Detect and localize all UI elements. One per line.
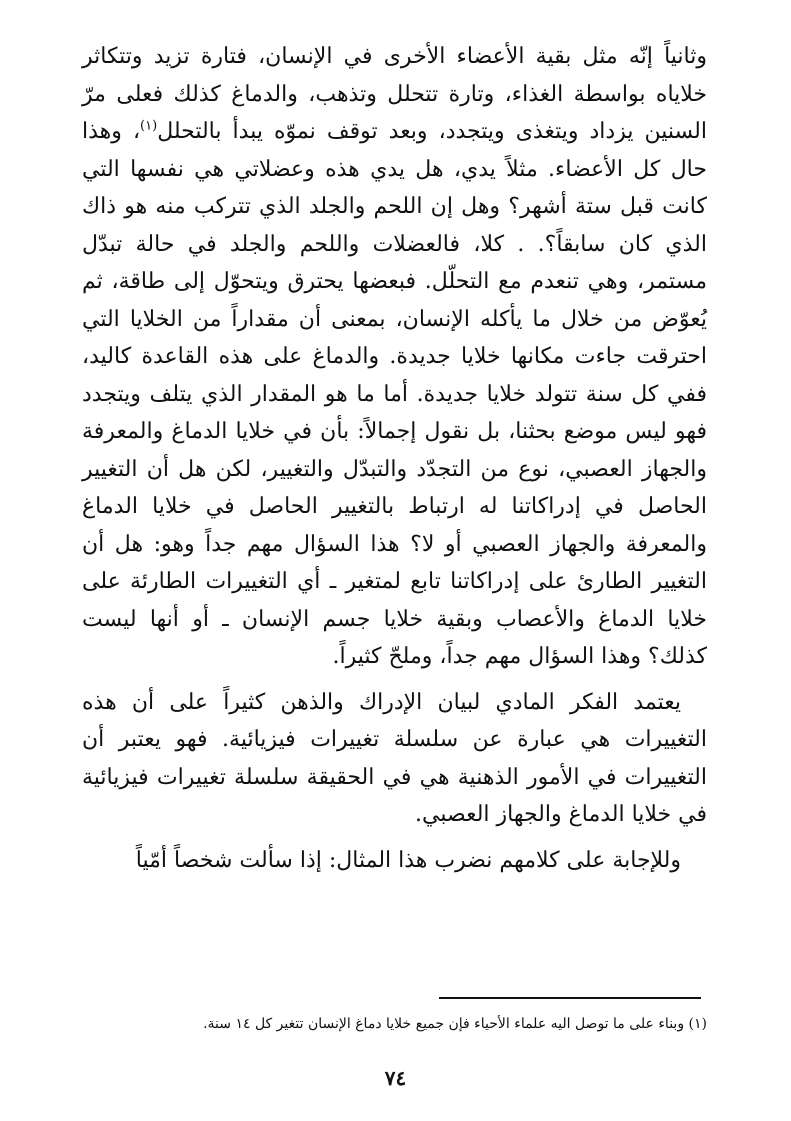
paragraph-1-text-after-ref: ، وهذا حال كل الأعضاء. مثلاً يدي، هل يدي هذه وعضلاتي هي نفسها التي كانت قبل ستة أشهر؟ وهل إن اللحم والجلد الذي تتركب منه هو ذاك الذي كان سابقاً؟. . كلا، فالعضلات واللحم والجلد في حالة تبدّل مستمر، وهي تنعدم مع التحلّل. فبعضها يحترق ويتحوّل إلى طاقة، ثم يُعوّض من خلال ما يأكله الإنسان، بمعنى أن مقداراً من الخلايا التي احترقت جاءت مكانها خلايا جديدة. والدماغ على هذه القاعدة كاليد، ففي كل سنة تتولد خلايا جديدة. أما ما هو المقدار الذي يتلف ويتجدد فهو ليس موضع بحثنا، بل نقول إجمالاً: بأن في خلايا الدماغ والمعرفة والجهاز العصبي، نوع من التجدّد والتبدّل والتغيير، لكن هل أن التغيير الحاصل في إدراكاتنا له ارتباط بالتغيير الحاصل في خلايا الدماغ والمعرفة والجهاز العصبي أو لا؟ هذا السؤال مهم جداً وهو: هل أن التغيير الطارئ على إدراكاتنا تابع لمتغير ـ أي التغييرات الطارئة على خلايا الدماغ والأعصاب وبقية خلايا جسم الإنسان ـ أو أنها ليست كذلك؟ وهذا السؤال مهم جداً، وملحّ كثيراً. <box>82 119 708 669</box>
footnote-marker: (١) <box>688 1016 707 1032</box>
footnote-text: وبناء على ما توصل اليه علماء الأحياء فإن جميع خلايا دماغ الإنسان تتغير كل ١٤ سنة. <box>203 1016 685 1032</box>
page-number: ٧٤ <box>384 1066 407 1090</box>
paragraph-2: يعتمد الفكر المادي لبيان الإدراك والذهن كثيراً على أن هذه التغييرات هي عبارة عن سلسلة تغييرات فيزيائية. فهو يعتبر أن التغييرات في الأمور الذهنية هي في الحقيقة سلسلة تغييرات فيزيائية في خلايا الدماغ والجهاز العصبي. <box>82 689 707 827</box>
footnote-reference-marker[interactable]: (١) <box>140 118 158 134</box>
footnote <box>82 1013 707 1035</box>
paragraph-3: وللإجابة على كلامهم نضرب هذا المثال: إذا سألت شخصاً أمّياً <box>135 847 681 873</box>
main-text <box>82 38 707 879</box>
paragraph-1 <box>82 38 707 676</box>
paragraph-1-text-before-ref: وثانياً إنّه مثل بقية الأعضاء الأخرى في الإنسان، فتارة تزيد وتتكاثر خلاياه بواسطة الغذاء، وتارة تتحلل وتذهب، والدماغ كذلك فعلى مرّ السنين يزداد ويتغذى ويتجدد، وبعد توقف نموّه يبدأ بالتحلل <box>82 44 707 144</box>
footnote-divider <box>439 997 701 999</box>
